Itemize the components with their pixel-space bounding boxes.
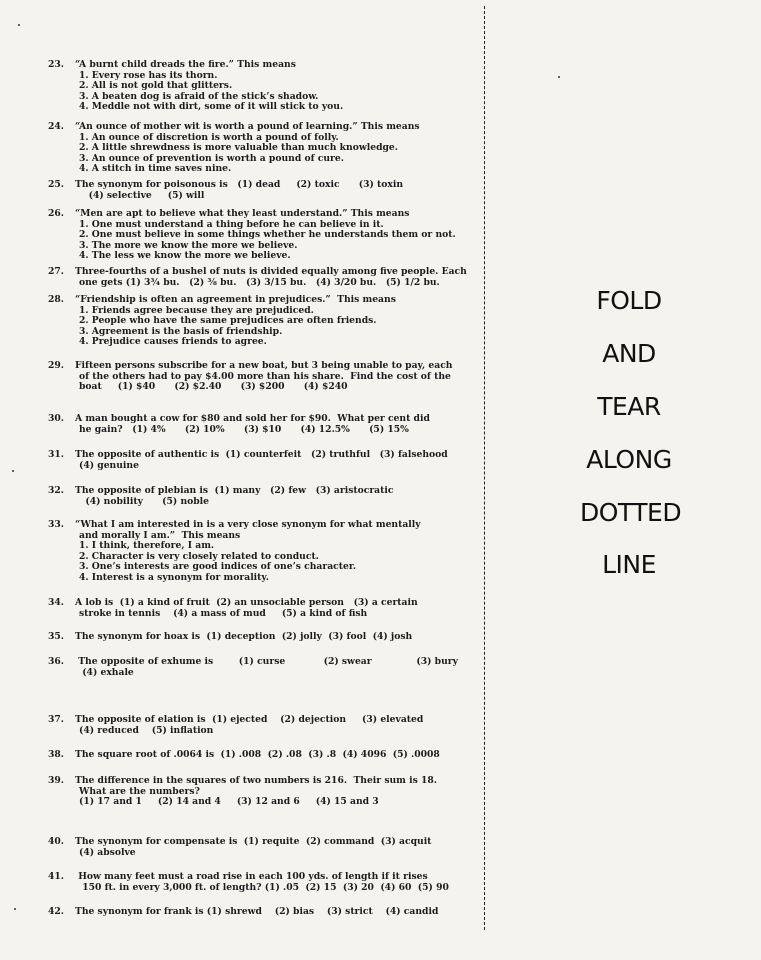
question-stem: The opposite of authentic is (1) counterfeit (2) truthful (3) falsehood — [75, 449, 448, 460]
question-line: 3. An ounce of prevention is worth a pound of cure. — [79, 152, 344, 164]
question-41 — [48, 872, 478, 893]
question-line: 4. A stitch in time saves nine. — [79, 163, 232, 174]
question-line: 2. People who have the same prejudices are often friends. — [79, 315, 377, 326]
paper-speck — [558, 76, 560, 78]
question-line: 3. One’s interests are good indices of one’s character. — [79, 561, 357, 572]
question-number: 28. — [48, 294, 64, 305]
dotted-tear-line — [484, 6, 485, 930]
question-text — [75, 750, 478, 761]
fold-instruction-word: DOTTED — [580, 498, 682, 527]
question-number: 42. — [48, 906, 64, 917]
question-35 — [48, 632, 478, 643]
question-text — [75, 907, 478, 918]
question-30 — [48, 414, 478, 435]
question-number: 23. — [48, 59, 64, 70]
question-33 — [48, 520, 478, 583]
question-stem: Fifteen persons subscribe for a new boat, but 3 being unable to pay, each — [75, 360, 453, 371]
question-line: (4) nobility (5) noble — [79, 495, 210, 507]
question-42 — [48, 907, 478, 918]
question-number: 37. — [48, 714, 64, 725]
question-number: 31. — [48, 449, 64, 460]
question-number: 36. — [48, 656, 64, 667]
question-stem: “Men are apt to believe what they least understand.” This means — [75, 208, 410, 219]
question-text — [75, 632, 478, 643]
question-line: 1. An ounce of discretion is worth a pound of folly. — [79, 131, 339, 143]
question-number: 41. — [48, 871, 64, 882]
question-number: 35. — [48, 631, 64, 642]
question-line: boat (1) $40 (2) $2.40 (3) $200 (4) $240 — [79, 381, 348, 392]
question-number: 39. — [48, 775, 64, 786]
question-text — [75, 60, 478, 113]
question-stem: The opposite of plebian is (1) many (2) few (3) aristocratic — [75, 485, 394, 496]
question-stem: “Friendship is often an agreement in prejudices.” This means — [75, 294, 396, 305]
question-23 — [48, 60, 478, 113]
question-text — [75, 361, 478, 393]
question-stem: The difference in the squares of two numbers is 216. Their sum is 18. — [75, 775, 437, 786]
fold-instruction-word: TEAR — [597, 392, 661, 421]
question-line: (4) exhale — [79, 666, 134, 678]
question-number: 27. — [48, 266, 64, 277]
question-text — [75, 715, 478, 736]
question-line: and morally I am.” This means — [79, 529, 241, 541]
question-stem: The square root of .0064 is (1) .008 (2) .08 (3) .8 (4) 4096 (5) .0008 — [75, 749, 440, 760]
question-line: one gets (1) 3¾ bu. (2) ⅜ bu. (3) 3/15 bu. (4) 3/20 bu. (5) 1/2 bu. — [79, 276, 440, 288]
question-line: he gain? (1) 4% (2) 10% (3) $10 (4) 12.5% (5) 15% — [79, 423, 409, 435]
question-line: (4) absolve — [79, 846, 136, 858]
question-text — [75, 180, 478, 201]
question-line: 4. Meddle not with dirt, some of it will stick to you. — [79, 101, 344, 112]
question-stem: A lob is (1) a kind of fruit (2) an unsociable person (3) a certain — [75, 597, 418, 608]
question-line: 1. One must understand a thing before he can believe in it. — [79, 218, 384, 230]
question-number: 25. — [48, 179, 64, 190]
question-number: 30. — [48, 413, 64, 424]
question-24 — [48, 122, 478, 175]
paper-speck — [14, 908, 16, 910]
question-text — [75, 267, 478, 288]
question-stem: The synonym for compensate is (1) requite (2) command (3) acquit — [75, 836, 432, 847]
question-line: 4. The less we know the more we believe. — [79, 250, 291, 261]
question-38 — [48, 750, 478, 761]
question-text — [75, 295, 478, 348]
question-text — [75, 414, 478, 435]
question-text — [75, 598, 478, 619]
question-stem: Three-fourths of a bushel of nuts is divided equally among five people. Each — [75, 266, 467, 277]
question-number: 34. — [48, 597, 64, 608]
question-text — [75, 520, 478, 583]
question-line: 4. Prejudice causes friends to agree. — [79, 336, 267, 347]
question-line: 1. I think, therefore, I am. — [79, 540, 215, 551]
question-stem: The opposite of elation is (1) ejected (2) dejection (3) elevated — [75, 714, 424, 725]
question-line: (4) selective (5) will — [79, 189, 205, 201]
question-line: What are the numbers? — [79, 785, 200, 797]
question-text — [75, 872, 478, 893]
question-line: 150 ft. in every 3,000 ft. of length? (1) .05 (2) 15 (3) 20 (4) 60 (5) 90 — [79, 881, 449, 893]
question-stem: A man bought a cow for $80 and sold her for $90. What per cent did — [75, 413, 430, 424]
question-line: 1. Friends agree because they are prejudiced. — [79, 304, 314, 316]
question-stem: “An ounce of mother wit is worth a pound of learning.” This means — [75, 121, 420, 132]
question-text — [75, 450, 478, 471]
question-27 — [48, 267, 478, 288]
question-text — [75, 122, 478, 175]
paper-speck — [12, 470, 14, 472]
question-number: 38. — [48, 749, 64, 760]
question-28 — [48, 295, 478, 348]
question-line: 2. One must believe in some things whether he understands them or not. — [79, 229, 456, 240]
question-line: 3. The more we know the more we believe. — [79, 239, 298, 251]
question-line: 3. Agreement is the basis of friendship. — [79, 325, 283, 337]
question-line: (4) genuine — [79, 459, 139, 471]
fold-instruction-word: AND — [602, 339, 656, 368]
question-stem: The synonym for hoax is (1) deception (2) jolly (3) fool (4) josh — [75, 631, 413, 642]
question-stem: How many feet must a road rise in each 100 yds. of length if it rises — [75, 871, 428, 882]
question-text — [75, 486, 478, 507]
question-37 — [48, 715, 478, 736]
question-36 — [48, 657, 478, 678]
fold-instruction-word: ALONG — [586, 445, 672, 474]
question-stem: The synonym for poisonous is (1) dead (2) toxic (3) toxin — [75, 179, 404, 190]
question-line: 3. A beaten dog is afraid of the stick’s shadow. — [79, 90, 319, 102]
question-line: 2. A little shrewdness is more valuable than much knowledge. — [79, 142, 398, 153]
question-line: 2. All is not gold that glitters. — [79, 80, 233, 91]
question-line: 2. Character is very closely related to conduct. — [79, 550, 319, 562]
question-number: 33. — [48, 519, 64, 530]
question-39 — [48, 776, 478, 808]
question-number: 32. — [48, 485, 64, 496]
question-26 — [48, 209, 478, 262]
fold-instruction-word: FOLD — [596, 286, 662, 315]
question-number: 26. — [48, 208, 64, 219]
question-text — [75, 209, 478, 262]
question-31 — [48, 450, 478, 471]
question-number: 40. — [48, 836, 64, 847]
question-text — [75, 837, 478, 858]
question-text — [75, 657, 478, 678]
question-34 — [48, 598, 478, 619]
paper-speck — [18, 24, 20, 26]
fold-instruction-word: LINE — [602, 550, 656, 579]
question-stem: “What I am interested in is a very close synonym for what mentally — [75, 519, 421, 530]
question-stem: “A burnt child dreads the fire.” This means — [75, 59, 296, 70]
question-line: 4. Interest is a synonym for morality. — [79, 571, 269, 583]
question-stem: The opposite of exhume is (1) curse (2) swear (3) bury — [75, 656, 458, 667]
question-number: 29. — [48, 360, 64, 371]
question-line: stroke in tennis (4) a mass of mud (5) a kind of fish — [79, 607, 368, 619]
question-40 — [48, 837, 478, 858]
question-line: (1) 17 and 1 (2) 14 and 4 (3) 12 and 6 (4) 15 and 3 — [79, 796, 379, 807]
question-25 — [48, 180, 478, 201]
question-line: of the others had to pay $4.00 more than his share. Find the cost of the — [79, 370, 451, 382]
question-stem: The synonym for frank is (1) shrewd (2) bias (3) strict (4) candid — [75, 906, 439, 917]
question-29 — [48, 361, 478, 393]
question-line: (4) reduced (5) inflation — [79, 724, 214, 736]
question-32 — [48, 486, 478, 507]
question-line: 1. Every rose has its thorn. — [79, 69, 218, 81]
question-number: 24. — [48, 121, 64, 132]
question-text — [75, 776, 478, 808]
